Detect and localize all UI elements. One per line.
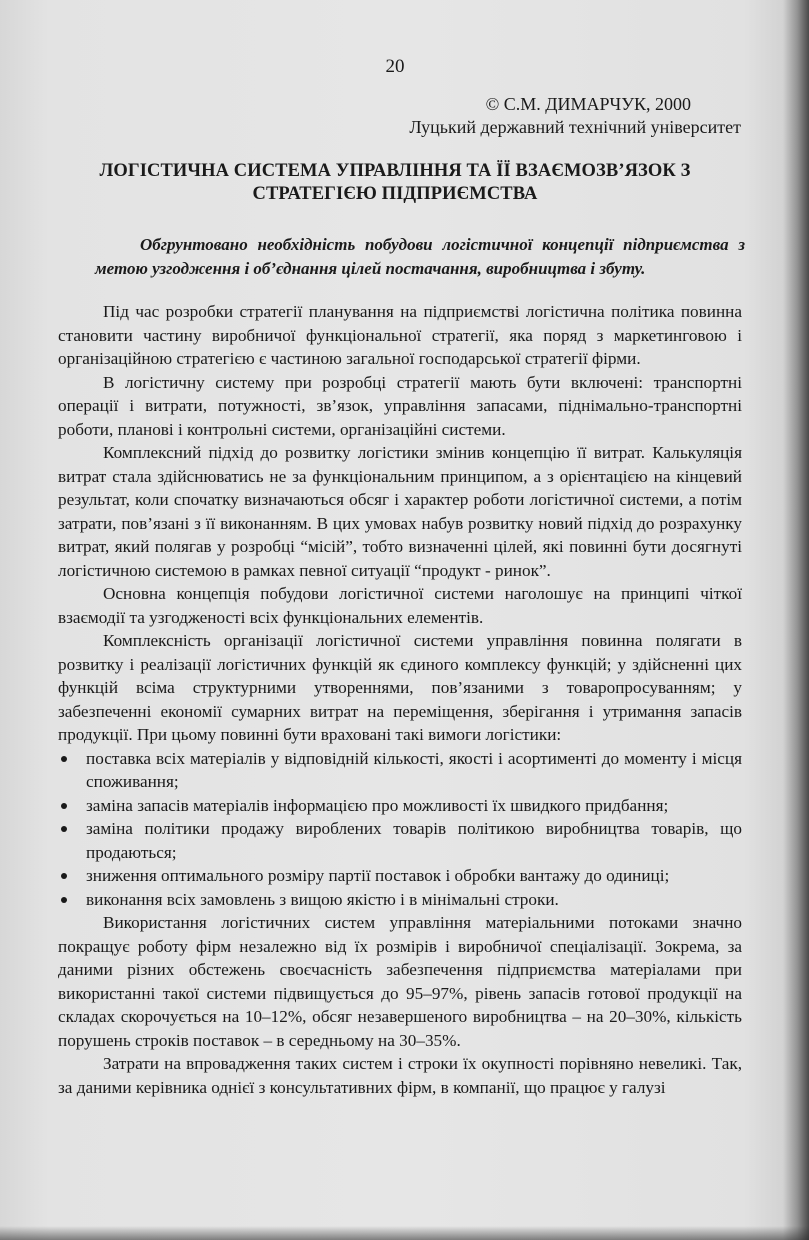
article-title: ЛОГІСТИЧНА СИСТЕМА УПРАВЛІННЯ ТА ЇЇ ВЗАЄМОЗВ’ЯЗОК З СТРАТЕГІЄЮ ПІДПРИЄМСТВА	[99, 161, 691, 204]
list-item-text: виконання всіх замовлень з вищою якістю і в мінімальні строки.	[86, 889, 559, 909]
list-item	[58, 794, 742, 818]
paragraph: Комплексність організації логістичної системи управління повинна полягати в розвитку і реалізації логістичних функцій як єдиного комплексу функцій; у здійсненні цих функцій всіма структурними утвореннями, пов’язаними з товаропросуванням; у забезпеченні економії сумарних витрат на переміщення, зберігання і утримання запасів продукції. При цьому повинні бути враховані такі вимоги логістики:	[58, 631, 742, 744]
list-item-text: поставка всіх матеріалів у відповідній кількості, якості і асортименті до моменту і місця споживання;	[86, 748, 742, 791]
paragraph: Затрати на впровадження таких систем і строки їх окупності порівняно невеликі. Так, за даними керівника однієї з консультативних фірм, в компанії, що працює у галузі	[58, 1054, 742, 1097]
paragraph: Комплексний підхід до розвитку логістики змінив концепцію її витрат. Калькуляція витрат стала здійснюватись не за функціональним принципом, а з орієнтацією на кінцевий результат, коли спочатку визначаються обсяг і характер роботи логістичної системи, а потім затрати, пов’язані з її виконанням. В цих умовах набув розвитку новий підхід до розрахунку витрат, який полягав у розробці “місій”, тобто визначенні цілей, які повинні бути досягнуті логістичною системою в рамках певної ситуації “продукт - ринок”.	[58, 443, 742, 580]
paragraph: Використання логістичних систем управління матеріальними потоками значно покращує роботу фірм незалежно від їх розмірів і виробничої спеціалізації. Зокрема, за даними різних обстежень своєчасність забезпечення підприємства матеріалами при використанні такої системи підвищується до 95–97%, рівень запасів готової продукції на складах скорочується на 10–12%, обсяг незавершеного виробництва – на 20–30%, кількість порушень строків поставок – в середньому на 30–35%.	[58, 913, 742, 1050]
list-item-text: зниження оптимального розміру партії поставок і обробки вантажу до одиниці;	[86, 866, 670, 885]
bullet-icon	[61, 897, 67, 903]
abstract: Обгрунтовано необхідність побудови логістичної концепції підприємства з метою узгодження і об’єднання цілей постачання, виробництва і збуту.	[95, 235, 745, 278]
list-item-text: заміна запасів матеріалів інформацією про можливості їх швидкого придбання;	[86, 795, 669, 815]
list-item	[58, 817, 742, 864]
list-item	[58, 888, 742, 912]
paragraph: Під час розробки стратегії планування на підприємстві логістична політика повинна становити частину виробничої функціональної стратегії, яка поряд з маркетинговою і організаційною стратегією є частиною загальної господарської стратегії фірми.	[58, 302, 742, 368]
bullet-icon	[61, 826, 67, 832]
requirements-list	[58, 747, 742, 912]
bullet-icon	[61, 803, 67, 809]
list-item	[58, 747, 742, 794]
list-item-text: заміна політики продажу вироблених товарів політикою виробництва товарів, що продаються;	[86, 819, 742, 862]
article-body	[58, 300, 742, 1099]
paragraph: Основна концепція побудови логістичної системи наголошує на принципі чіткої взаємодії та узгодженості всіх функціональних елементів.	[58, 584, 742, 627]
affiliation-line: Луцький державний технічний університет	[409, 117, 741, 137]
bullet-icon	[61, 756, 67, 762]
list-item	[58, 864, 742, 888]
page-edge-shadow	[783, 0, 809, 1240]
page-bottom-shadow	[0, 1226, 809, 1240]
paragraph: В логістичну систему при розробці стратегії мають бути включені: транспортні операції і витрати, потужності, зв’язок, управління запасами, піднімально-транспортні роботи, планові і контрольні системи, організаційні системи.	[58, 372, 742, 439]
page-number: 20	[385, 56, 405, 77]
bullet-icon	[61, 873, 67, 879]
copyright-line: © С.М. ДИМАРЧУК, 2000	[485, 94, 691, 114]
